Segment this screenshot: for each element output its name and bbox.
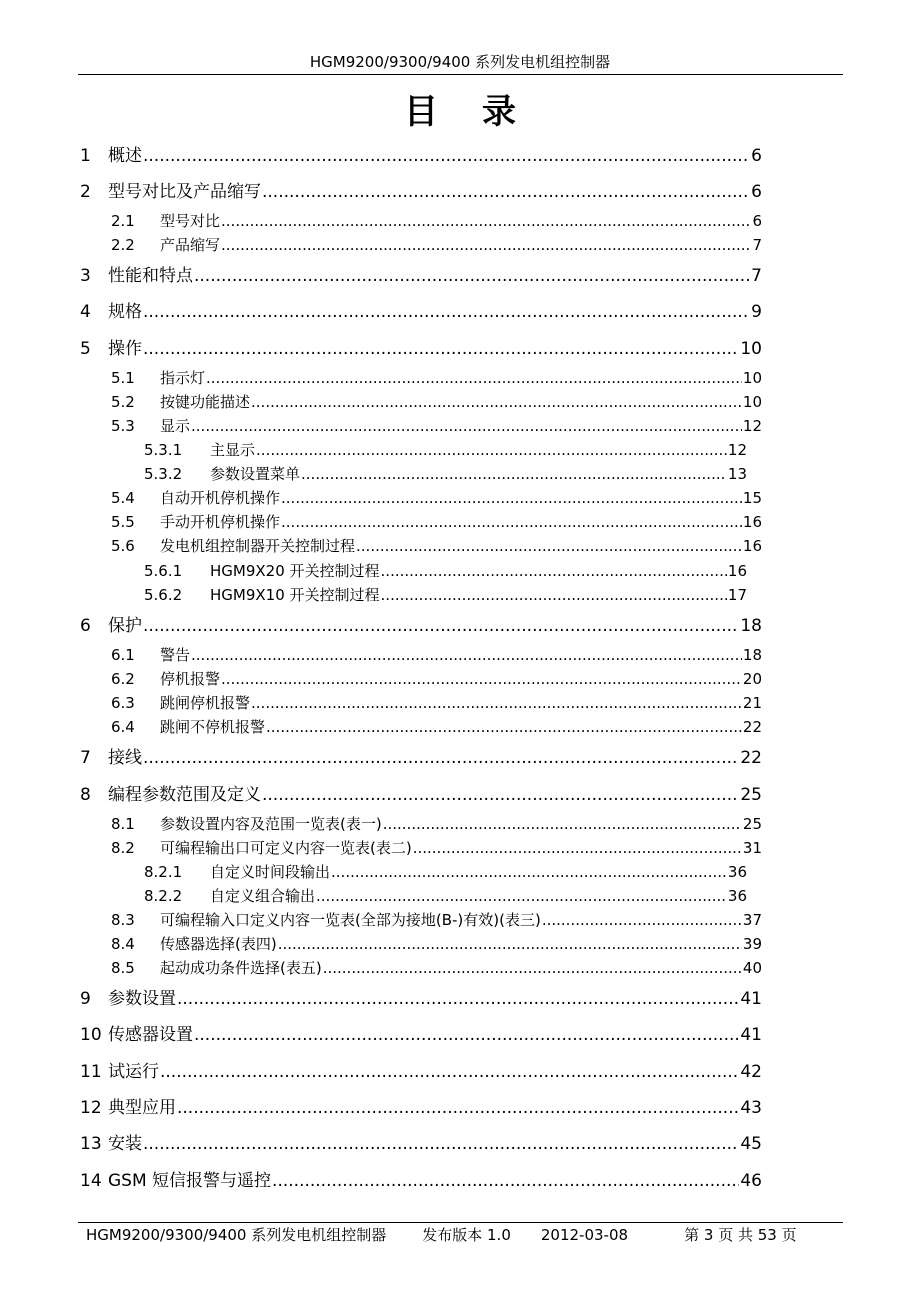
toc-leader-dots: [177, 1097, 739, 1119]
toc-title-left: 目: [404, 92, 438, 132]
toc-leader-dots: [281, 512, 742, 532]
toc-entry-number: 2.1: [111, 212, 135, 230]
toc-entry-number: 2.2: [111, 236, 135, 254]
toc-entry-number: 5.6.2: [144, 586, 183, 604]
toc-entry-label: GSM 短信报警与遥控: [108, 1171, 272, 1191]
toc-entry-number: 2: [80, 182, 91, 202]
toc-entry-label: 试运行: [108, 1062, 159, 1082]
toc-entry-page: 39: [742, 935, 762, 953]
toc-entry-label: 编程参数范围及定义: [108, 785, 261, 805]
footer-page-suffix: 页: [781, 1226, 797, 1244]
toc-entry[interactable]: [111, 645, 762, 665]
toc-entry-number: 8.2.2: [144, 887, 183, 905]
toc-entry[interactable]: [80, 1024, 762, 1046]
toc-entry[interactable]: [111, 838, 762, 858]
toc-entry[interactable]: [111, 693, 762, 713]
toc-entry-page: 45: [740, 1134, 762, 1154]
toc-leader-dots: [143, 301, 750, 323]
toc-entry[interactable]: [144, 585, 747, 605]
toc-entry-number: 6.1: [111, 646, 135, 664]
toc-leader-dots: [301, 464, 727, 484]
footer-page-current: 3: [703, 1226, 714, 1244]
toc-entry-page: 16: [727, 562, 747, 580]
toc-entry-page: 25: [740, 785, 762, 805]
toc-leader-dots: [191, 645, 742, 665]
toc-entry-label: 自定义组合输出: [210, 887, 316, 905]
toc-entry-label: 安装: [108, 1134, 142, 1154]
toc-entry[interactable]: [111, 958, 762, 978]
toc-entry-label: 指示灯: [160, 369, 206, 387]
toc-entry[interactable]: [80, 1133, 762, 1155]
toc-entry-page: 46: [740, 1171, 762, 1191]
toc-entry-page: 43: [740, 1098, 762, 1118]
toc-entry[interactable]: [80, 1097, 762, 1119]
toc-entry[interactable]: [80, 181, 762, 203]
toc-entry-number: 5.2: [111, 393, 135, 411]
toc-title-right: 录: [482, 92, 516, 132]
footer-page-total: 53: [757, 1226, 777, 1244]
toc-entry-page: 6: [751, 182, 762, 202]
toc-leader-dots: [542, 910, 742, 930]
toc-leader-dots: [143, 615, 739, 637]
toc-entry-label: 型号对比及产品缩写: [108, 182, 261, 202]
toc-leader-dots: [413, 838, 742, 858]
toc-leader-dots: [266, 717, 742, 737]
toc-entry-label: 参数设置内容及范围一览表(表一): [160, 815, 382, 833]
toc-entry-page: 9: [751, 302, 762, 322]
toc-leader-dots: [256, 440, 727, 460]
toc-entry-page: 41: [740, 989, 762, 1009]
toc-leader-dots: [221, 235, 751, 255]
toc-entry-page: 10: [742, 393, 762, 411]
toc-leader-dots: [221, 211, 751, 231]
toc-entry-page: 25: [742, 815, 762, 833]
toc-leader-dots: [316, 886, 727, 906]
toc-entry[interactable]: [111, 669, 762, 689]
toc-entry-page: 10: [740, 339, 762, 359]
toc-leader-dots: [278, 934, 742, 954]
toc-leader-dots: [383, 814, 742, 834]
toc-leader-dots: [262, 181, 750, 203]
toc-entry-page: 13: [727, 465, 747, 483]
toc-entry-number: 5.6.1: [144, 562, 183, 580]
toc-entry-label: HGM9X20 开关控制过程: [210, 562, 380, 580]
toc-entry[interactable]: [144, 862, 747, 882]
toc-entry[interactable]: [111, 512, 762, 532]
toc-entry-label: 传感器选择(表四): [160, 935, 277, 953]
toc-entry-number: 6.3: [111, 694, 135, 712]
toc-entry[interactable]: [80, 615, 762, 637]
toc-entry-label: 自定义时间段输出: [210, 863, 331, 881]
toc-entry-number: 8.3: [111, 911, 135, 929]
toc-entry-page: 40: [742, 959, 762, 977]
toc-entry[interactable]: [144, 886, 747, 906]
toc-entry-number: 4: [80, 302, 91, 322]
toc-entry-page: 21: [742, 694, 762, 712]
toc-entry[interactable]: [111, 368, 762, 388]
toc-leader-dots: [356, 536, 742, 556]
toc-entry[interactable]: [80, 1061, 762, 1083]
toc-entry-page: 10: [742, 369, 762, 387]
toc-entry-number: 13: [80, 1134, 102, 1154]
toc-entry-label: 规格: [108, 302, 142, 322]
toc-entry[interactable]: [111, 910, 762, 930]
toc-leader-dots: [251, 392, 742, 412]
toc-leader-dots: [143, 1133, 739, 1155]
toc-entry[interactable]: [144, 561, 747, 581]
toc-entry-page: 7: [751, 266, 762, 286]
toc-entry-label: 按键功能描述: [160, 393, 251, 411]
toc-entry-label: 跳闸停机报警: [160, 694, 251, 712]
toc-entry[interactable]: [80, 988, 762, 1010]
toc-entry-page: 7: [752, 236, 762, 254]
footer-page-mid: 页 共: [718, 1226, 753, 1244]
toc-entry-label: 主显示: [210, 441, 256, 459]
toc-entry-number: 5.1: [111, 369, 135, 387]
toc-entry-page: 22: [740, 748, 762, 768]
toc-entry-number: 12: [80, 1098, 102, 1118]
toc-entry-label: 参数设置菜单: [210, 465, 301, 483]
toc-entry-label: 保护: [108, 616, 142, 636]
toc-entry[interactable]: [111, 536, 762, 556]
toc-entry-page: 42: [740, 1062, 762, 1082]
toc-entry-number: 5.3.1: [144, 441, 183, 459]
toc-leader-dots: [143, 338, 739, 360]
toc-entry-page: 36: [727, 887, 747, 905]
toc-entry-page: 15: [742, 489, 762, 507]
footer-rule: [78, 1222, 843, 1223]
toc-leader-dots: [281, 488, 742, 508]
toc-entry-number: 3: [80, 266, 91, 286]
toc-entry-number: 8.5: [111, 959, 135, 977]
toc-entry-number: 6.4: [111, 718, 135, 736]
toc-entry-number: 14: [80, 1171, 102, 1191]
toc-entry-page: 36: [727, 863, 747, 881]
toc-entry-number: 5: [80, 339, 91, 359]
toc-entry-page: 20: [742, 670, 762, 688]
toc-entry[interactable]: [144, 440, 747, 460]
toc-entry-number: 10: [80, 1025, 102, 1045]
toc-entry-label: 典型应用: [108, 1098, 176, 1118]
toc-entry-page: 6: [751, 146, 762, 166]
toc-leader-dots: [251, 693, 742, 713]
toc-entry-page: 16: [742, 513, 762, 531]
toc-leader-dots: [272, 1170, 739, 1192]
toc-entry-page: 18: [740, 616, 762, 636]
toc-entry-label: 跳闸不停机报警: [160, 718, 266, 736]
toc-entry-label: 手动开机停机操作: [160, 513, 281, 531]
toc-entry-label: 警告: [160, 646, 191, 664]
toc-entry-label: 操作: [108, 339, 142, 359]
toc-entry-page: 37: [742, 911, 762, 929]
toc-entry-page: 41: [740, 1025, 762, 1045]
toc-leader-dots: [381, 561, 727, 581]
toc-entry[interactable]: [80, 338, 762, 360]
toc-leader-dots: [323, 958, 742, 978]
toc-entry[interactable]: [80, 1170, 762, 1192]
toc-entry-number: 6.2: [111, 670, 135, 688]
toc-leader-dots: [143, 747, 739, 769]
toc-leader-dots: [262, 784, 739, 806]
toc-entry-label: 概述: [108, 146, 142, 166]
toc-entry-number: 7: [80, 748, 91, 768]
toc-entry-number: 9: [80, 989, 91, 1009]
toc-entry-number: 8.2.1: [144, 863, 183, 881]
toc-entry-page: 12: [742, 417, 762, 435]
toc-entry-number: 8.1: [111, 815, 135, 833]
toc-entry[interactable]: [111, 211, 762, 231]
toc-entry-label: 可编程输入口定义内容一览表(全部为接地(B-)有效)(表三): [160, 911, 541, 929]
toc-entry[interactable]: [80, 145, 762, 167]
toc-entry[interactable]: [144, 464, 747, 484]
toc-leader-dots: [191, 416, 742, 436]
toc-leader-dots: [143, 145, 750, 167]
toc-entry-number: 1: [80, 146, 91, 166]
footer-product: HGM9200/9300/9400 系列发电机组控制器: [86, 1226, 387, 1244]
toc-entry[interactable]: [111, 814, 762, 834]
toc-entry-number: 5.4: [111, 489, 135, 507]
toc-entry-label: HGM9X10 开关控制过程: [210, 586, 380, 604]
toc-leader-dots: [194, 265, 750, 287]
toc-entry[interactable]: [80, 784, 762, 806]
toc-entry[interactable]: [80, 265, 762, 287]
toc-entry-number: 5.3.2: [144, 465, 183, 483]
toc-entry[interactable]: [111, 416, 762, 436]
toc-entry-label: 起动成功条件选择(表五): [160, 959, 322, 977]
toc-leader-dots: [381, 585, 727, 605]
toc-entry-number: 11: [80, 1062, 102, 1082]
toc-entry-page: 18: [742, 646, 762, 664]
toc-entry-number: 8: [80, 785, 91, 805]
toc-entry-label: 停机报警: [160, 670, 221, 688]
toc-leader-dots: [194, 1024, 739, 1046]
toc-entry[interactable]: [80, 747, 762, 769]
toc-entry-label: 性能和特点: [108, 266, 193, 286]
footer-line: [86, 1225, 797, 1245]
toc-entry[interactable]: [111, 717, 762, 737]
toc-entry[interactable]: [111, 934, 762, 954]
toc-entry[interactable]: [80, 301, 762, 323]
toc-entry[interactable]: [111, 392, 762, 412]
toc-entry-page: 12: [727, 441, 747, 459]
footer-date: 2012-03-08: [540, 1226, 629, 1244]
toc-entry-page: 31: [742, 839, 762, 857]
toc-entry-label: 传感器设置: [108, 1025, 193, 1045]
toc-entry-label: 产品缩写: [160, 236, 221, 254]
toc-entry-page: 17: [727, 586, 747, 604]
toc-entry-page: 6: [752, 212, 762, 230]
toc-entry-page: 22: [742, 718, 762, 736]
toc-entry-number: 5.5: [111, 513, 135, 531]
toc-entry-page: 16: [742, 537, 762, 555]
toc-entry-number: 8.4: [111, 935, 135, 953]
toc-entry-number: 5.3: [111, 417, 135, 435]
header-title: HGM9200/9300/9400 系列发电机组控制器: [309, 53, 611, 71]
footer-version: 发布版本 1.0: [422, 1226, 511, 1244]
toc-entry-number: 5.6: [111, 537, 135, 555]
toc-leader-dots: [177, 988, 739, 1010]
toc-leader-dots: [160, 1061, 739, 1083]
toc-entry-number: 8.2: [111, 839, 135, 857]
toc-entry-label: 接线: [108, 748, 142, 768]
toc-entry-label: 参数设置: [108, 989, 176, 1009]
footer-page-prefix: 第: [684, 1226, 700, 1244]
toc-entry[interactable]: [111, 235, 762, 255]
toc-entry-label: 可编程输出口可定义内容一览表(表二): [160, 839, 412, 857]
toc-entry-number: 6: [80, 616, 91, 636]
toc-entry[interactable]: [111, 488, 762, 508]
toc-leader-dots: [206, 368, 742, 388]
toc-title: [0, 92, 920, 132]
toc-leader-dots: [221, 669, 742, 689]
toc-entry-label: 显示: [160, 417, 191, 435]
toc-entry-label: 自动开机停机操作: [160, 489, 281, 507]
toc-leader-dots: [331, 862, 727, 882]
header-rule: [78, 74, 843, 75]
toc-entry-label: 发电机组控制器开关控制过程: [160, 537, 356, 555]
toc-entry-label: 型号对比: [160, 212, 221, 230]
